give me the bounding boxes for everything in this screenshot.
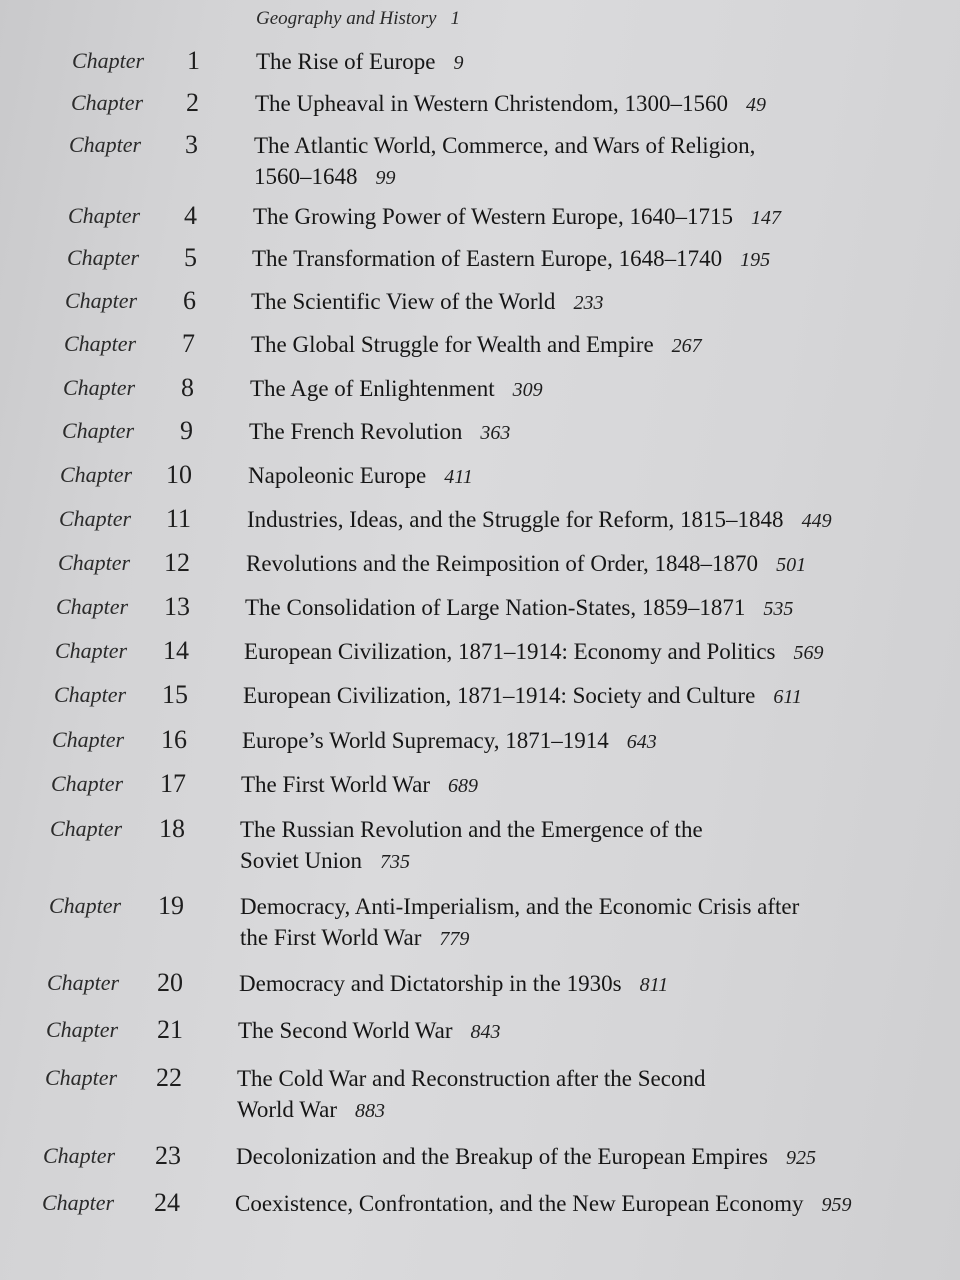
chapter-label: Chapter [65, 288, 138, 313]
running-header-page: 1 [450, 8, 460, 29]
chapter-label: Chapter [50, 816, 123, 841]
chapter-page-number: 689 [448, 775, 479, 797]
chapter-number: 15 [162, 680, 188, 709]
chapter-number: 13 [164, 592, 190, 621]
chapter-number: 6 [183, 286, 196, 315]
chapter-label: Chapter [60, 462, 133, 487]
chapter-label: Chapter [42, 1190, 115, 1215]
chapter-number: 24 [154, 1188, 180, 1217]
chapter-title-line [245, 592, 793, 625]
chapter-title-text: The Cold War and Reconstruction after the Second [237, 1066, 706, 1091]
chapter-title-text: European Civilization, 1871–1914: Economy and Politics [244, 639, 776, 664]
chapter-title-line [237, 1063, 705, 1094]
chapter-title-line [244, 636, 823, 669]
chapter-label: Chapter [72, 48, 145, 73]
chapter-number: 11 [165, 504, 191, 533]
chapter-label: Chapter [64, 331, 137, 356]
chapter-title-text: The French Revolution [249, 419, 463, 444]
chapter-title [247, 504, 832, 537]
chapter-title [251, 286, 603, 319]
chapter-title-text: The Age of Enlightenment [250, 376, 495, 401]
chapter-page-number: 811 [639, 974, 669, 996]
chapter-label: Chapter [51, 771, 124, 796]
chapter-title-text: Soviet Union [240, 848, 363, 873]
chapter-title [252, 243, 770, 276]
chapter-title-line [253, 201, 781, 234]
chapter-title-text: The Upheaval in Western Christendom, 1300–1560 [255, 91, 728, 116]
chapter-title [239, 968, 668, 1001]
chapter-title-text: The Scientific View of the World [251, 289, 556, 314]
chapter-number: 1 [187, 46, 200, 75]
chapter-number: 2 [186, 88, 199, 117]
chapter-title [255, 88, 766, 121]
chapter-page-number: 233 [573, 292, 604, 314]
chapter-label: Chapter [47, 970, 120, 995]
chapter-title-line [254, 130, 755, 161]
chapter-number: 12 [164, 548, 190, 577]
chapter-number: 19 [158, 891, 184, 920]
chapter-number: 21 [157, 1015, 183, 1044]
chapter-number: 3 [185, 130, 198, 159]
chapter-title-line [238, 1015, 501, 1048]
chapter-title-text: Decolonization and the Breakup of the European Empires [236, 1144, 769, 1169]
chapter-label: Chapter [46, 1017, 119, 1042]
chapter-page-number: 883 [355, 1100, 385, 1122]
chapter-title-text: The Second World War [238, 1018, 453, 1043]
chapter-title-line [248, 460, 473, 493]
chapter-page-number: 411 [444, 466, 473, 488]
chapter-page-number: 309 [512, 379, 543, 401]
chapter-title [245, 592, 793, 625]
chapter-number: 5 [184, 243, 197, 272]
chapter-title-line [249, 416, 510, 449]
chapter-title-text: Napoleonic Europe [248, 463, 427, 488]
chapter-title-text: The Russian Revolution and the Emergence of the [240, 817, 703, 842]
chapter-page-number: 569 [793, 642, 824, 664]
chapter-title-text: Democracy and Dictatorship in the 1930s [239, 971, 622, 996]
chapter-title [235, 1188, 851, 1221]
chapter-label: Chapter [67, 245, 140, 270]
chapter-title-line [256, 46, 463, 79]
chapter-title [250, 373, 543, 406]
chapter-title-line [247, 504, 832, 537]
chapter-page-number: 363 [480, 422, 511, 444]
chapter-title-text: Industries, Ideas, and the Struggle for Reform, 1815–1848 [247, 507, 784, 532]
chapter-label: Chapter [43, 1143, 116, 1168]
chapter-title-line [240, 891, 799, 922]
chapter-label: Chapter [71, 90, 144, 115]
chapter-page-number: 49 [745, 94, 766, 116]
chapter-label: Chapter [59, 506, 132, 531]
chapter-title-text: The Growing Power of Western Europe, 1640–1715 [253, 204, 733, 229]
chapter-label: Chapter [58, 550, 131, 575]
chapter-title-line [251, 329, 702, 362]
chapter-title [237, 1063, 705, 1127]
chapter-title-line [235, 1188, 851, 1221]
chapter-title-line [255, 88, 766, 121]
chapter-title-text: the First World War [240, 925, 422, 950]
running-header-text: Geography and History [256, 8, 437, 29]
chapter-label: Chapter [63, 375, 136, 400]
chapter-title-line [251, 286, 603, 319]
chapter-title-line [240, 845, 703, 878]
chapter-label: Chapter [49, 893, 122, 918]
chapter-title [248, 460, 473, 493]
chapter-label: Chapter [69, 132, 142, 157]
chapter-page-number: 959 [821, 1194, 852, 1216]
chapter-title [236, 1141, 816, 1174]
chapter-page-number: 449 [801, 510, 832, 532]
chapter-page-number: 267 [671, 335, 702, 357]
chapter-number: 20 [157, 968, 183, 997]
chapter-title [249, 416, 510, 449]
chapter-number: 9 [180, 416, 193, 445]
chapter-number: 18 [159, 814, 185, 843]
chapter-label: Chapter [45, 1065, 118, 1090]
chapter-title-line [240, 814, 703, 845]
chapter-title-line [240, 922, 799, 955]
chapter-title [251, 329, 702, 362]
chapter-title-line [246, 548, 806, 581]
chapter-title-line [236, 1141, 816, 1174]
chapter-page-number: 779 [439, 928, 470, 950]
chapter-title [243, 680, 802, 713]
chapter-title-text: Democracy, Anti-Imperialism, and the Economic Crisis after [240, 894, 800, 919]
chapter-number: 23 [155, 1141, 181, 1170]
chapter-label: Chapter [55, 638, 128, 663]
chapter-page-number: 925 [786, 1147, 817, 1169]
chapter-page-number: 99 [375, 167, 396, 189]
chapter-title-line [243, 680, 802, 713]
chapter-title [256, 46, 463, 79]
chapter-title [240, 891, 799, 955]
chapter-title-text: 1560–1648 [254, 164, 358, 189]
chapter-title [242, 725, 657, 758]
chapter-number: 16 [161, 725, 187, 754]
chapter-title-line [250, 373, 543, 406]
chapter-title [254, 130, 755, 194]
chapter-number: 8 [181, 373, 194, 402]
chapter-title-text: The First World War [241, 772, 431, 797]
chapter-label: Chapter [68, 203, 141, 228]
chapter-title [246, 548, 806, 581]
chapter-page-number: 147 [751, 207, 781, 229]
chapter-title-line [242, 725, 657, 758]
chapter-page-number: 611 [773, 686, 802, 708]
chapter-title-text: Coexistence, Confrontation, and the New European Economy [235, 1191, 804, 1216]
chapter-page-number: 9 [453, 52, 464, 74]
chapter-title-line [252, 243, 770, 276]
chapter-label: Chapter [62, 418, 135, 443]
chapter-title [241, 769, 478, 802]
chapter-number: 10 [166, 460, 192, 489]
chapter-title [253, 201, 781, 234]
chapter-title [244, 636, 823, 669]
chapter-page-number: 735 [380, 851, 411, 873]
chapter-title [240, 814, 703, 878]
chapter-number: 22 [156, 1063, 182, 1092]
chapter-title-line [241, 769, 478, 802]
chapter-page-number: 535 [763, 598, 794, 620]
chapter-title-text: The Rise of Europe [256, 49, 436, 74]
chapter-number: 17 [160, 769, 186, 798]
chapter-title-text: Europe’s World Supremacy, 1871–1914 [242, 728, 609, 753]
chapter-title-text: The Consolidation of Large Nation-States, 1859–1871 [245, 595, 746, 620]
chapter-title-text: The Global Struggle for Wealth and Empire [251, 332, 654, 357]
chapter-number: 14 [163, 636, 189, 665]
chapter-page-number: 843 [470, 1021, 501, 1043]
chapter-title-text: World War [237, 1097, 337, 1122]
chapter-title-line [237, 1094, 705, 1127]
chapter-title-text: The Atlantic World, Commerce, and Wars of Religion, [254, 133, 756, 158]
chapter-title-text: The Transformation of Eastern Europe, 1648–1740 [252, 246, 723, 271]
chapter-title-line [239, 968, 668, 1001]
chapter-page-number: 501 [776, 554, 807, 576]
chapter-label: Chapter [52, 727, 125, 752]
chapter-label: Chapter [56, 594, 129, 619]
chapter-number: 4 [184, 201, 197, 230]
chapter-title [238, 1015, 501, 1048]
chapter-title-line [254, 161, 755, 194]
chapter-title-text: Revolutions and the Reimposition of Order, 1848–1870 [246, 551, 759, 576]
chapter-label: Chapter [54, 682, 127, 707]
chapter-page-number: 195 [740, 249, 771, 271]
chapter-page-number: 643 [626, 731, 657, 753]
chapter-title-text: European Civilization, 1871–1914: Society and Culture [243, 683, 756, 708]
chapter-number: 7 [182, 329, 195, 358]
